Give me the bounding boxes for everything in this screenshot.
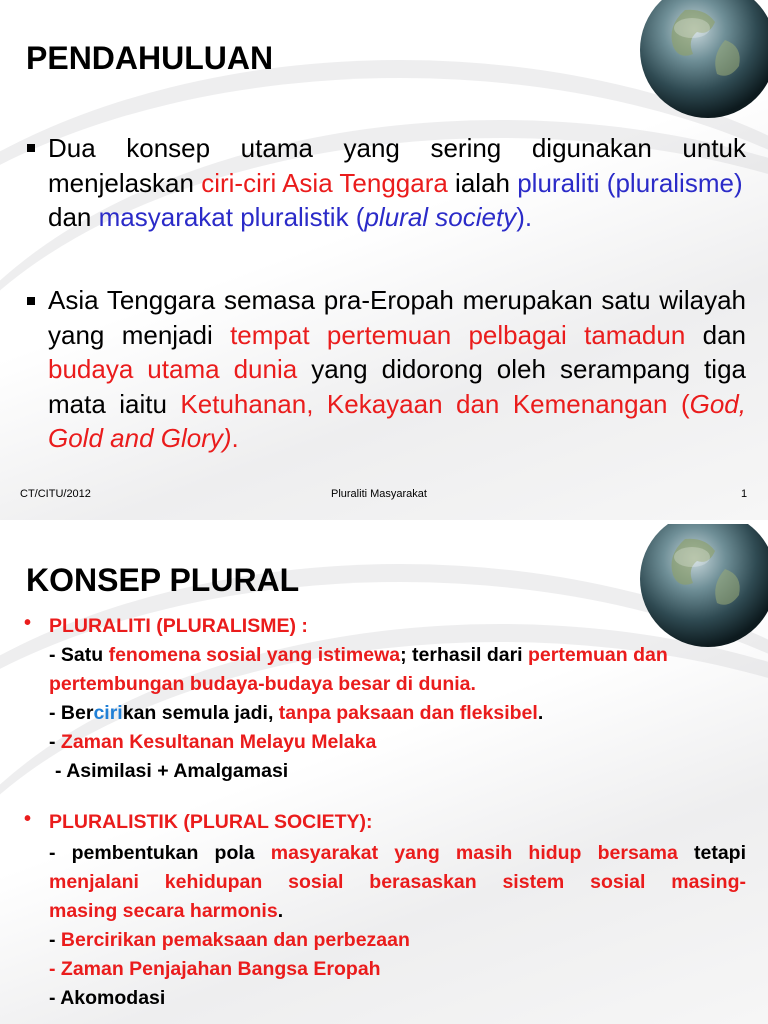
highlight-red: masing secara harmonis	[49, 900, 278, 922]
slide-title: KONSEP PLURAL	[26, 562, 300, 598]
square-bullet-icon	[27, 144, 35, 152]
highlight-red-italic: God,	[689, 388, 746, 419]
slide-2	[0, 524, 768, 1024]
bullet-dot-icon: •	[24, 808, 32, 830]
text-span: - Ber	[49, 702, 94, 724]
highlight-blue-italic: plural society	[364, 202, 517, 232]
heading-pluralistik	[49, 808, 373, 837]
highlight-red: pertemuan dan	[528, 644, 668, 666]
heading-pluraliti	[49, 612, 308, 641]
text-line	[48, 387, 746, 422]
highlight-red: - Zaman Penjajahan Bangsa Eropah	[49, 958, 381, 980]
slide-title: PENDAHULUAN	[26, 40, 274, 76]
text-line	[48, 200, 746, 235]
highlight-red: masyarakat yang masih hidup bersama	[270, 842, 678, 864]
text-span: dan	[685, 319, 746, 350]
text-line	[49, 897, 746, 926]
text-line: Asia Tenggara semasa pra-Eropah merupakan satu wilayah	[48, 285, 746, 315]
highlight-red-italic: Gold and Glory)	[48, 423, 232, 453]
paragraph-2	[48, 283, 746, 456]
section-pluralistik	[49, 839, 746, 1013]
heading-text: PLURALISTIK (PLURAL SOCIETY):	[49, 811, 373, 833]
text-span: mata iaitu	[48, 388, 181, 419]
text-line: - Akomodasi	[49, 987, 166, 1009]
highlight-red: Ketuhanan, Kekayaan dan Kemenangan (	[180, 388, 690, 419]
highlight-red: ciri-ciri Asia Tenggara	[201, 167, 448, 198]
highlight-red: fenomena sosial yang istimewa	[108, 644, 401, 666]
text-span: tetapi	[677, 842, 746, 864]
footer-left: CT/CITU/2012	[20, 488, 91, 500]
text-line	[48, 352, 746, 387]
highlight-blue: pluraliti (pluralisme)	[517, 167, 743, 198]
text-line	[49, 839, 746, 868]
text-span: -	[49, 929, 61, 951]
footer-center: Pluraliti Masyarakat	[331, 488, 427, 500]
text-span: ialah	[447, 167, 518, 198]
text-line	[48, 421, 746, 456]
highlight-red: pertembungan budaya-budaya besar di dunia.	[49, 673, 476, 695]
text-span: -	[49, 731, 61, 753]
text-line	[48, 166, 746, 201]
text-line: Dua konsep utama yang sering digunakan untuk	[48, 133, 746, 163]
highlight-red: .	[231, 423, 239, 453]
highlight-red: tempat pertemuan pelbagai tamadun	[230, 319, 686, 350]
paragraph-1	[48, 131, 746, 235]
text-span: .	[537, 702, 544, 724]
section-pluraliti	[49, 641, 746, 786]
highlight-blue: ).	[516, 202, 533, 232]
text-line	[49, 728, 746, 757]
highlight-red: Zaman Kesultanan Melayu Melaka	[60, 731, 377, 753]
highlight-red: tanpa paksaan dan fleksibel	[278, 702, 538, 724]
bullet-dot-icon: •	[24, 612, 32, 634]
text-span: menjelaskan	[48, 167, 202, 198]
text-span: - Satu	[49, 644, 109, 666]
text-span: ; terhasil dari	[400, 644, 528, 666]
text-line	[49, 926, 746, 955]
text-span: .	[277, 900, 284, 922]
text-span: - pembentukan pola	[49, 842, 271, 864]
text-line: - Asimilasi + Amalgamasi	[55, 760, 289, 782]
text-line	[49, 699, 746, 728]
text-span: kan semula jadi,	[122, 702, 279, 724]
text-line	[48, 318, 746, 353]
slide-number: 1	[741, 488, 748, 500]
highlight-red: Bercirikan pemaksaan dan perbezaan	[60, 929, 410, 951]
highlight-red: menjalani kehidupan sosial berasaskan sistem sosial masing-	[49, 871, 746, 893]
text-line	[49, 641, 746, 670]
text-span: yang menjadi	[48, 319, 231, 350]
heading-text: PLURALITI (PLURALISME) :	[49, 615, 308, 637]
earth-globe-icon	[630, 524, 768, 654]
earth-globe-icon	[630, 0, 768, 130]
highlight-red: budaya utama dunia	[48, 354, 298, 384]
square-bullet-icon	[27, 297, 35, 305]
highlight-cyan: ciri	[93, 702, 123, 724]
text-span: yang didorong oleh serampang tiga	[297, 354, 746, 384]
text-span: dan	[48, 202, 99, 232]
highlight-blue: masyarakat pluralistik (	[98, 202, 365, 232]
